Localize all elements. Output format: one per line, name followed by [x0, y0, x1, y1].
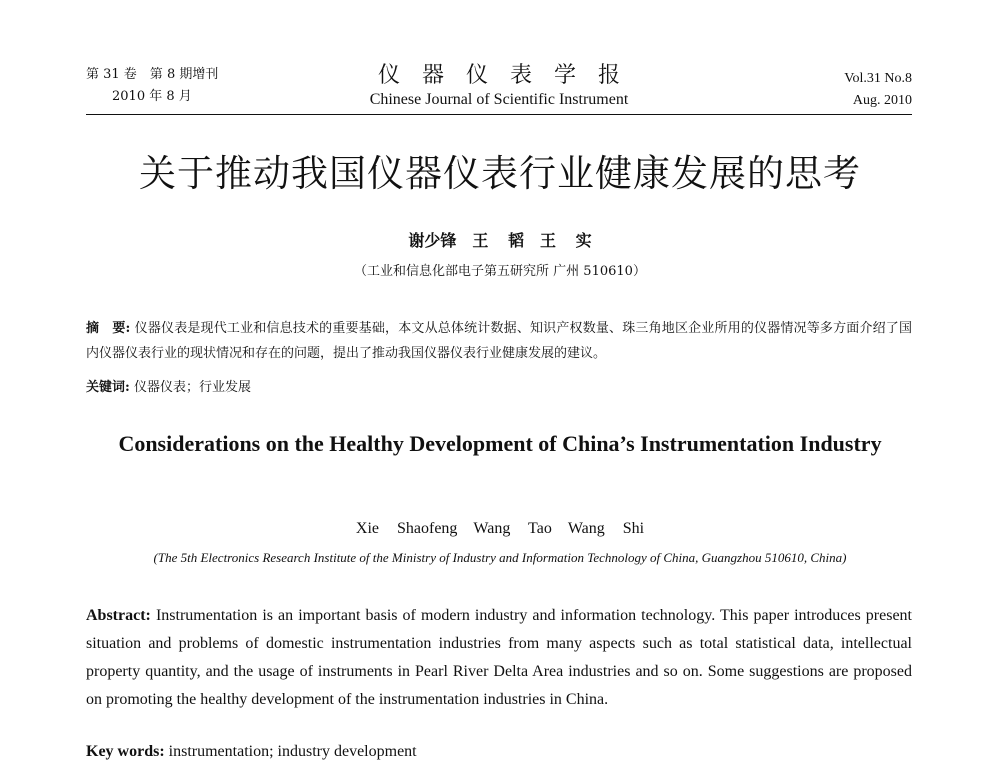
- abstract-text-cn: 仪器仪表是现代工业和信息技术的重要基础，本文从总体统计数据、知识产权数量、珠三角地区企业所用的仪器情况等多方面介绍了国内仪器仪表行业的现状情况和存在的问题，提出了推动我国仪器仪表行业健康发展的建议。: [86, 321, 912, 361]
- authors-en: Xie Shaofeng Wang Tao Wang Shi: [355, 520, 645, 537]
- affiliation-cn: （工业和信息化部电子第五研究所 广州 510610）: [354, 264, 646, 279]
- volume-issue-en: Vol.31 No.8: [844, 71, 912, 86]
- paper-title-en: Considerations on the Healthy Development of China’s Instrumentation Industry: [118, 431, 882, 456]
- date-en: Aug. 2010: [852, 93, 912, 108]
- running-header: [86, 62, 912, 115]
- journal-name-cn: 仪器仪表学报: [377, 63, 642, 88]
- volume-issue-cn: 第 31 卷 第 8 期增刊: [86, 67, 219, 82]
- keywords-label-cn: 关键词:: [86, 380, 130, 395]
- paper-title-cn: 关于推动我国仪器仪表行业健康发展的思考: [139, 152, 861, 195]
- keywords-cn: [86, 378, 251, 398]
- header-right: [844, 68, 912, 112]
- header-center: [86, 62, 912, 110]
- keywords-label-en: Key words:: [86, 743, 165, 760]
- keywords-text-en: instrumentation; industry development: [168, 743, 417, 760]
- abstract-en: [86, 602, 912, 714]
- keywords-en: [86, 742, 417, 762]
- keywords-text-cn: 仪器仪表；行业发展: [133, 380, 251, 395]
- journal-name-en: Chinese Journal of Scientific Instrument: [369, 91, 629, 108]
- affiliation-en: (The 5th Electronics Research Institute of the Ministry of Industry and Information Technology of China, Guangzhou 510610, China): [153, 550, 847, 565]
- abstract-cn: [86, 316, 912, 366]
- abstract-label-en: Abstract:: [86, 607, 151, 624]
- abstract-text-en: Instrumentation is an important basis of modern industry and information technology. This paper introduces present situation and problems of domestic instrumentation industries from many aspects such as total statistical data, intellectual property quantity, and the usage of instruments in Pearl River Delta Area industries and so on. Some suggestions are proposed on promoting the healthy development of the instrumentation industries in China.: [86, 607, 912, 708]
- authors-cn: 谢少锋 王 韬 王 实: [408, 231, 592, 250]
- abstract-label-cn: 摘 要:: [86, 321, 131, 336]
- date-cn: 2010 年 8 月: [112, 89, 192, 104]
